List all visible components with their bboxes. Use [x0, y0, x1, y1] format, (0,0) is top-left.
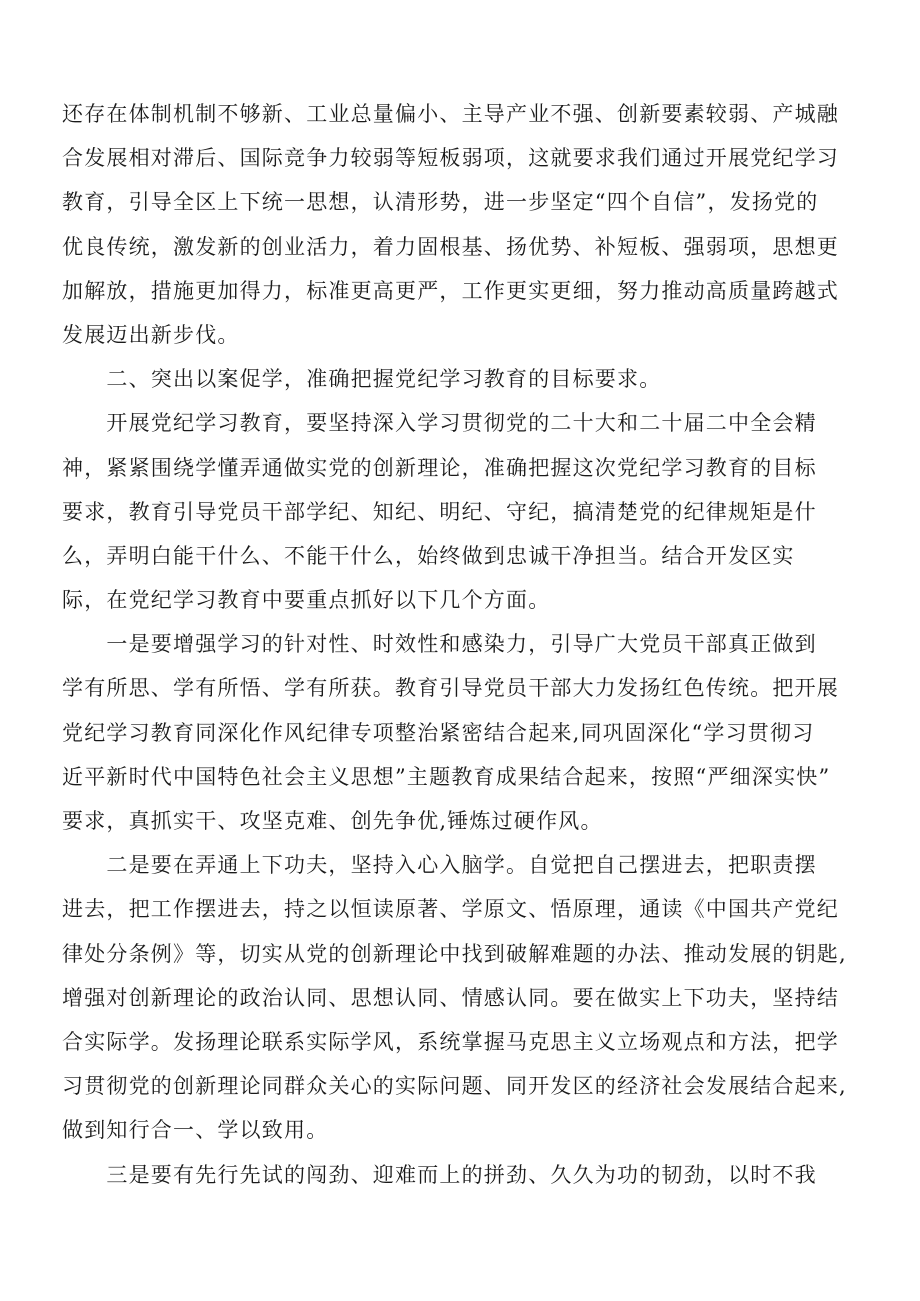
text-line: 开展党纪学习教育，要坚持深入学习贯彻党的二十大和二十届二中全会精 [62, 411, 817, 436]
text-line: 要求，真抓实干、攻坚克难、创先争优,锤炼过硬作风。 [62, 809, 603, 833]
text-line: 学有所思、学有所悟、学有所获。教育引导党员干部大力发扬红色传统。把开展 [62, 676, 839, 701]
text-line: 要求，教育引导党员干部学纪、知纪、明纪、守纪，搞清楚党的纪律规矩是什 [62, 499, 817, 524]
text-line: 加解放，措施更加得力，标准更高更严，工作更实更细，努力推动高质量跨越式 [62, 278, 839, 303]
section-heading: 二、突出以案促学，准确把握党纪学习教育的目标要求。 [62, 367, 662, 392]
text-line: 发展迈出新步伐。 [62, 322, 240, 347]
text-line: 合实际学。发扬理论联系实际学风，系统掌握马克思主义立场观点和方法，把学 [62, 1029, 839, 1054]
text-line: 优良传统，激发新的创业活力，着力固根基、扬优势、补短板、强弱项，思想更 [62, 234, 839, 259]
text-line: 做到知行合一、学以致用。 [62, 1118, 329, 1143]
text-line: 神，紧紧围绕学懂弄通做实党的创新理论，准确把握这次党纪学习教育的目标 [62, 455, 817, 480]
text-line: 增强对创新理论的政治认同、思想认同、情感认同。要在做实上下功夫，坚持结 [62, 985, 839, 1010]
text-line: 律处分条例》等，切实从党的创新理论中找到破解难题的办法、推动发展的钥匙, [62, 941, 847, 966]
text-line: 近平新时代中国特色社会主义思想”主题教育成果结合起来，按照“严细深实快” [62, 764, 831, 789]
text-line: 党纪学习教育同深化作风纪律专项整治紧密结合起来,同巩固深化“学习贯彻习 [62, 720, 815, 745]
text-line: 三是要有先行先试的闯劲、迎难而上的拼劲、久久为功的韧劲，以时不我 [62, 1162, 817, 1187]
text-line: 教育，引导全区上下统一思想，认清形势，进一步坚定“四个自信”，发扬党的 [62, 190, 819, 215]
text-line: 合发展相对滞后、国际竞争力较弱等短板弱项，这就要求我们通过开展党纪学习 [62, 146, 839, 171]
text-line: 际，在党纪学习教育中要重点抓好以下几个方面。 [62, 588, 551, 613]
text-line: 还存在体制机制不够新、工业总量偏小、主导产业不强、创新要素较弱、产城融 [62, 102, 839, 126]
text-line: 习贯彻党的创新理论同群众关心的实际问题、同开发区的经济社会发展结合起来, [62, 1074, 847, 1099]
text-line: 二是要在弄通上下功夫，坚持入心入脑学。自觉把自己摆进去，把职责摆 [62, 853, 817, 878]
document-body [62, 92, 868, 1197]
text-line: 进去，把工作摆进去，持之以恒读原著、学原文、悟原理，通读《中国共产党纪 [62, 897, 839, 922]
text-line: 么，弄明白能干什么、不能干什么，始终做到忠诚干净担当。结合开发区实 [62, 543, 795, 568]
text-line: 一是要增强学习的针对性、时效性和感染力，引导广大党员干部真正做到 [62, 632, 817, 657]
